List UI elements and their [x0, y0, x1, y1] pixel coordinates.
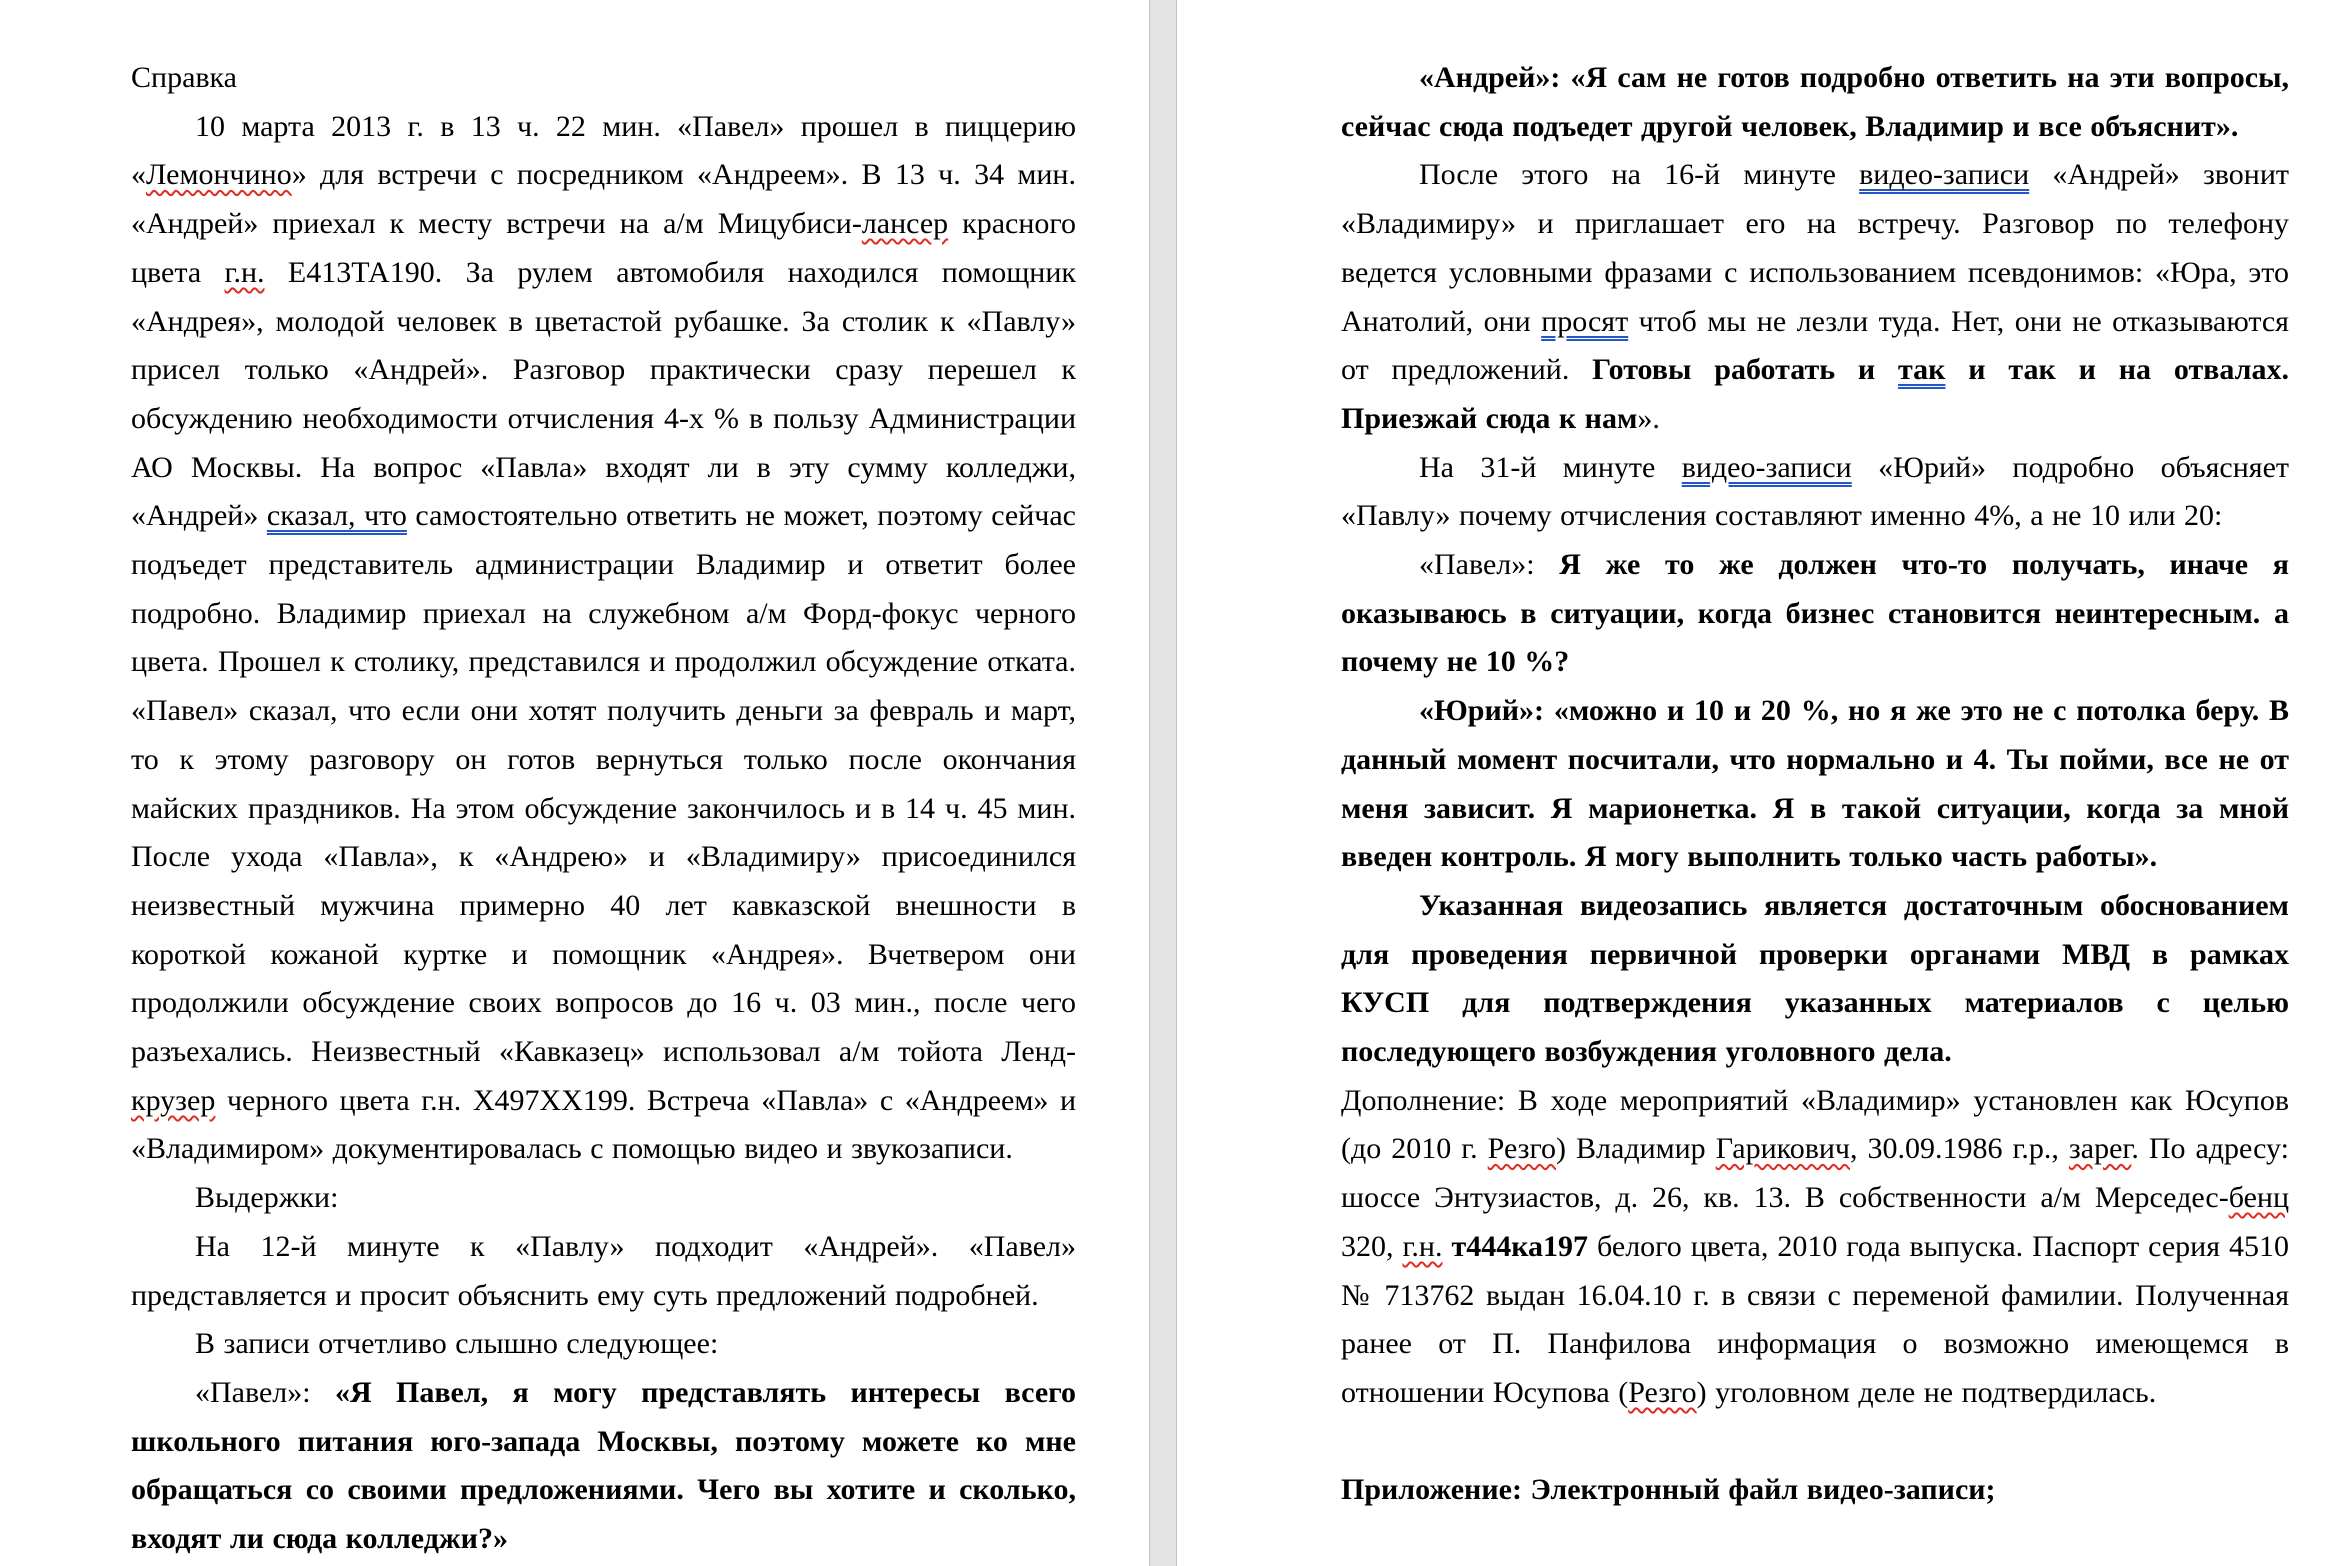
spellcheck-flagged-text: бенц [2228, 1181, 2289, 1215]
text-run: Я же то же должен что-то получать, иначе я оказываюсь в ситуации, когда бизнес становится неинтересным. а почему не 10 %? [1341, 548, 2290, 679]
text-run: «Андрей»: «Я сам не готов подробно ответить на эти вопросы, сейчас сюда подъедет другой человек, Владимир и все объяснит». [1341, 61, 2289, 143]
spellcheck-flagged-text: крузер [131, 1083, 216, 1117]
text-run: На 12-й минуте к «Павлу» подходит «Андрей». «Павел» представляется и просит объяснить ему суть предложений подробней. [131, 1229, 1076, 1312]
spellcheck-flagged-text: г.н. [224, 255, 265, 289]
spellcheck-flagged-text: зарег [2068, 1132, 2132, 1166]
spellcheck-flagged-text: г.н. [1402, 1229, 1443, 1263]
text-run: 10 марта 2013 г. в 13 ч. 22 мин. «Павел» прошел в пиццерию « [131, 109, 1076, 192]
text-run: «Павел»: [195, 1375, 335, 1409]
blank-line [1341, 1418, 2289, 1467]
spellcheck-flagged-text: Резго [1628, 1375, 1697, 1409]
text-run: Приложение: Электронный файл видео-записи; [1341, 1473, 1996, 1507]
text-run: , 30.09.1986 г.р., [1850, 1132, 2069, 1166]
text-run: самостоятельно ответить не может, поэтому сейчас подъедет представитель администрации Владимир и ответит более подробно. Владимир приехал на служебном а/м Форд-фокус черного цвета. Прошел к столику, представился и продолжил обсуждение отката. «Павел» сказал, что если они хотят получить деньги за февраль и март, то к этому разговору он готов вернуться только после окончания майских праздников. На этом обсуждение закончилось и в 14 ч. 45 мин. После ухода «Павла», к «Андрею» и «Владимиру» присоединился неизвестный мужчина примерно 40 лет кавказской внешности в короткой кожаной куртке и помощник «Андрея». Вчетвером они продолжили обсуждение своих вопросов до 16 ч. 03 мин., после чего разъехались. Неизвестный «Кавказец» использовал а/м тойота Ленд- [131, 499, 1076, 1069]
document-title [131, 54, 1076, 103]
text-run: Справка [131, 61, 237, 94]
text-run: и так и на отвалах. Приезжай сюда к нам [1341, 353, 2289, 435]
text-run: На 31-й минуте [1419, 450, 1682, 484]
text-run: белого цвета, 2010 года выпуска. Паспорт серия 4510 № 713762 выдан 16.04.10 г. в связи с переменой фамилии. Полученная ранее от П. Панфилова информация о возможно имеющемся в отношении Юсупова ( [1341, 1229, 2290, 1409]
text-run: ) Владимир [1556, 1132, 1716, 1166]
text-run: ) уголовном деле не подтвердилась. [1696, 1375, 2157, 1409]
spellcheck-flagged-text: Лемончино [146, 158, 292, 192]
text-run: «Я Павел, я могу представлять интересы всего школьного питания юго-запада Москвы, поэтому можете ко мне обращаться со своими предложениями. Чего вы хотите и сколько, входят ли сюда колледжи?» [131, 1375, 1077, 1556]
text-run: т444ка197 [1451, 1229, 1589, 1263]
text-run: красного цвета [131, 207, 1076, 289]
text-run: 320, [1341, 1229, 1403, 1263]
text-run: «Андрей» звонит «Владимиру» и приглашает его на встречу. Разговор по телефону ведется условными фразами с использованием псевдонимов: «Юра, это Анатолий, они [1341, 158, 2289, 338]
text-run: После этого на 16-й минуте [1419, 158, 1860, 192]
document-page-2[interactable] [1176, 0, 2341, 1566]
grammar-flagged-text: видео-записи [1681, 450, 1852, 484]
paragraph [131, 1174, 1076, 1223]
paragraph [1341, 882, 2289, 1077]
text-run: чтоб мы не лезли туда. Нет, они не отказываются от предложений. [1341, 304, 2289, 387]
text-run: . По адресу: шоссе Энтузиастов, д. 26, кв. 13. В собственности а/м Мерседес- [1341, 1132, 2289, 1215]
text-run: «Юрий»: «можно и 10 и 20 %, но я же это не с потолка беру. В данный момент посчитали, что нормально и 4. Ты пойми, все не от меня зависит. Я марионетка. Я в такой ситуации, когда за мной введен контроль. Я могу выполнить только часть работы». [1341, 694, 2289, 874]
spellcheck-flagged-text: лансер [861, 207, 949, 241]
text-run: черного цвета г.н. Х497ХХ199. Встреча «Павла» с «Андреем» и «Владимиром» документировалась с помощью видео и звукозаписи. [131, 1083, 1076, 1166]
text-run: » для встречи с посредником «Андреем». В 13 ч. 34 мин. «Андрей» приехал к месту встречи на а/м Мицубиси- [131, 158, 1076, 241]
paragraph [131, 1223, 1076, 1320]
spellcheck-flagged-text: Резго [1487, 1132, 1557, 1166]
text-run: «Юрий» подробно объясняет «Павлу» почему отчисления составляют именно 4%, а не 10 или 20: [1341, 450, 2290, 533]
text-run: Указанная видеозапись является достаточным обоснованием для проведения первичной проверки органами МВД в рамках КУСП для подтверждения указанных материалов с целью последующего возбуждения уголовного дела. [1341, 888, 2289, 1069]
paragraph [1341, 54, 2289, 151]
paragraph [131, 103, 1076, 1174]
grammar-flagged-text: сказал, что [266, 499, 407, 533]
page-gap [1150, 0, 1176, 1566]
grammar-flagged-text: просят [1541, 304, 1629, 338]
paragraph [1341, 541, 2289, 687]
paragraph [131, 1369, 1076, 1564]
text-run: Дополнение: В ходе мероприятий «Владимир» установлен как Юсупов (до 2010 г. [1341, 1083, 2289, 1166]
text-run: ». [1637, 401, 1660, 435]
paragraph [1341, 687, 2289, 882]
grammar-flagged-text: видео-записи [1859, 158, 2030, 192]
page-1-content [131, 54, 1076, 1564]
page-2-content [1341, 54, 2289, 1515]
paragraph [131, 1320, 1076, 1369]
paragraph [1341, 1077, 2289, 1418]
paragraph [1341, 1466, 2289, 1515]
paragraph [1341, 151, 2289, 443]
spellcheck-flagged-text: Гарикович [1715, 1132, 1851, 1166]
document-page-1[interactable] [0, 0, 1150, 1566]
paragraph [1341, 444, 2289, 541]
grammar-flagged-text: так [1898, 353, 1946, 387]
text-run: Е413ТА190. За рулем автомобиля находился помощник «Андрея», молодой человек в цветастой рубашке. За столик к «Павлу» присел только «Андрей». Разговор практически сразу перешел к обсуждению необходимости отчисления 4-х % в пользу Администрации АО Москвы. На вопрос «Павла» входят ли в эту сумму колледжи, «Андрей» [131, 255, 1076, 533]
text-run: Готовы работать и [1592, 353, 1899, 387]
text-run: В записи отчетливо слышно следующее: [195, 1327, 719, 1361]
text-run: «Павел»: [1419, 548, 1560, 582]
text-run: Выдержки: [195, 1181, 339, 1215]
